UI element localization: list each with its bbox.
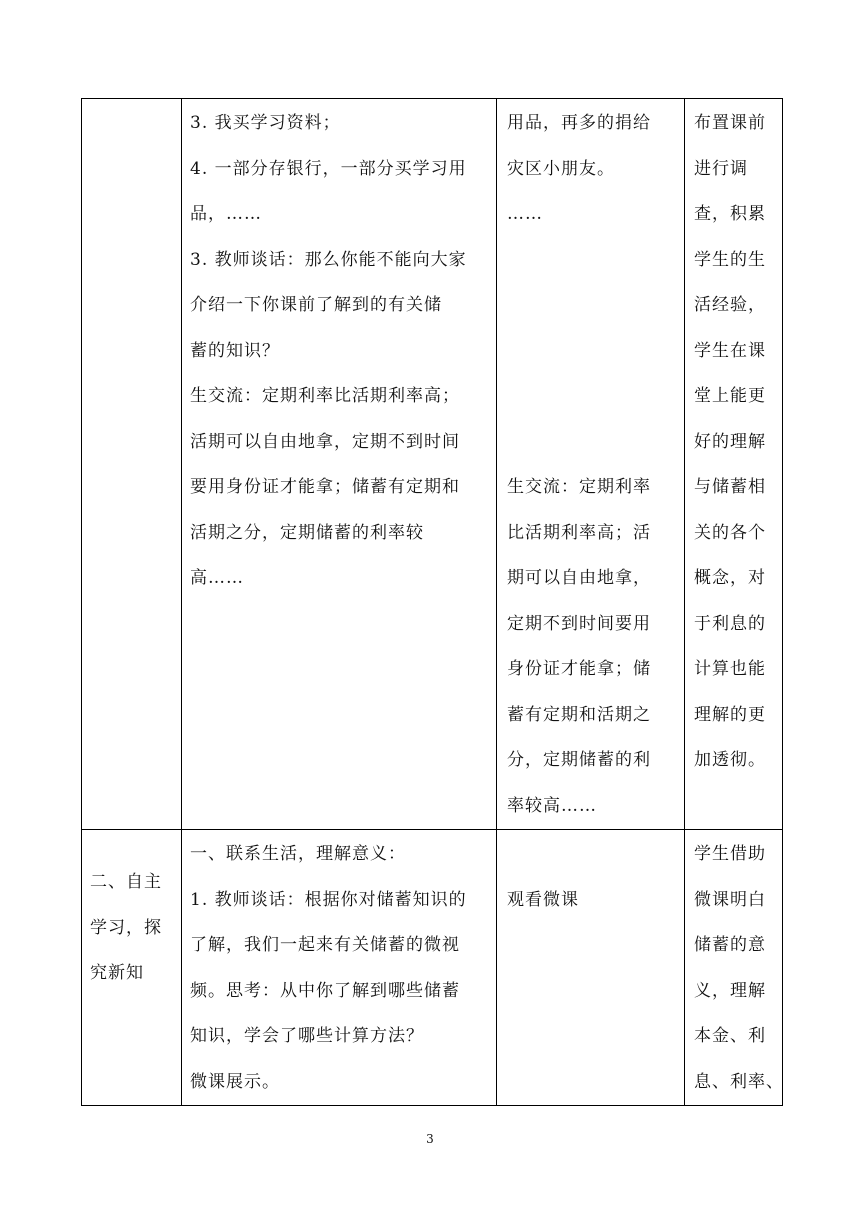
- text-line: 1. 教师谈话：根据你对储蓄知识的: [190, 889, 467, 910]
- text-line: 频。思考：从中你了解到哪些储蓄: [190, 980, 460, 1001]
- text-line: 品，……: [190, 204, 262, 224]
- text-line: 加透彻。: [694, 750, 766, 770]
- text-line: 堂上能更: [694, 386, 766, 406]
- text-line: 二、自主: [90, 872, 162, 892]
- text-line: 知识，学会了哪些计算方法？: [190, 1026, 424, 1046]
- text-line: 身份证才能拿；储: [507, 659, 651, 679]
- text-line: 生交流：定期利率比活期利率高；: [190, 386, 460, 406]
- student-activity-cell: [497, 99, 685, 830]
- text-line: 好的理解: [694, 431, 766, 452]
- text-line: 储蓄的意: [694, 935, 766, 955]
- design-intent-cell: [685, 830, 783, 1106]
- text-line: 布置课前: [694, 113, 766, 133]
- text-line: 3. 教师谈话：那么你能不能向大家: [190, 249, 467, 270]
- text-line: 生交流：定期利率: [507, 477, 651, 497]
- table-row: [82, 830, 783, 1106]
- text-line: 学生借助: [694, 844, 766, 864]
- design-intent-cell: [685, 99, 783, 830]
- stage-cell: [82, 99, 182, 830]
- text-line: 义，理解: [694, 980, 766, 1001]
- text-line: 期可以自由地拿，: [507, 568, 651, 588]
- text-line: 息、利率、: [694, 1071, 784, 1092]
- text-line: 3. 我买学习资料；: [190, 113, 341, 133]
- text-line: 高……: [190, 568, 244, 588]
- text-line: 了解，我们一起来有关储蓄的微视: [190, 935, 460, 955]
- text-line: 活期可以自由地拿，定期不到时间: [190, 431, 460, 452]
- text-line: 进行调: [694, 158, 748, 179]
- text-line: 与储蓄相: [694, 477, 766, 497]
- text-line: 学生在课: [694, 340, 766, 361]
- student-activity-cell: [497, 830, 685, 1106]
- text-line: 用品，再多的捐给: [507, 113, 651, 133]
- text-line: 究新知: [90, 963, 144, 983]
- table-row: [82, 99, 783, 830]
- text-line: 要用身份证才能拿；储蓄有定期和: [190, 477, 460, 497]
- text-line: 微课明白: [694, 889, 766, 910]
- text-line: 活期之分，定期储蓄的利率较: [190, 522, 424, 543]
- teacher-activity-cell: [182, 830, 497, 1106]
- text-line: 蓄有定期和活期之: [507, 704, 651, 725]
- stage-cell: [82, 830, 182, 1106]
- text-line: 本金、利: [694, 1026, 766, 1046]
- text-line: 灾区小朋友。: [507, 158, 615, 179]
- text-line: 计算也能: [694, 659, 766, 679]
- text-line: 定期不到时间要用: [507, 613, 651, 634]
- text-line: 率较高……: [507, 795, 597, 816]
- text-line: 理解的更: [694, 704, 766, 725]
- text-line: 观看微课: [507, 889, 579, 910]
- text-line: 学生的生: [694, 249, 766, 270]
- text-line: 微课展示。: [190, 1071, 280, 1092]
- text-line: 一、联系生活，理解意义：: [190, 844, 406, 864]
- text-line: ……: [507, 204, 543, 224]
- text-line: 于利息的: [694, 613, 766, 634]
- text-line: 比活期利率高；活: [507, 522, 651, 543]
- page-number: 3: [426, 1132, 434, 1146]
- text-line: 概念，对: [694, 568, 766, 588]
- text-line: 查，积累: [694, 204, 766, 224]
- text-line: 活经验，: [694, 295, 766, 315]
- text-line: 学习，探: [90, 917, 162, 938]
- text-line: 关的各个: [694, 522, 766, 543]
- lesson-plan-table: [81, 98, 783, 1106]
- teacher-activity-cell: [182, 99, 497, 830]
- text-line: 4. 一部分存银行，一部分买学习用: [190, 158, 467, 179]
- text-line: 蓄的知识？: [190, 340, 280, 361]
- text-line: 介绍一下你课前了解到的有关储: [190, 295, 442, 315]
- text-line: 分，定期储蓄的利: [507, 750, 651, 770]
